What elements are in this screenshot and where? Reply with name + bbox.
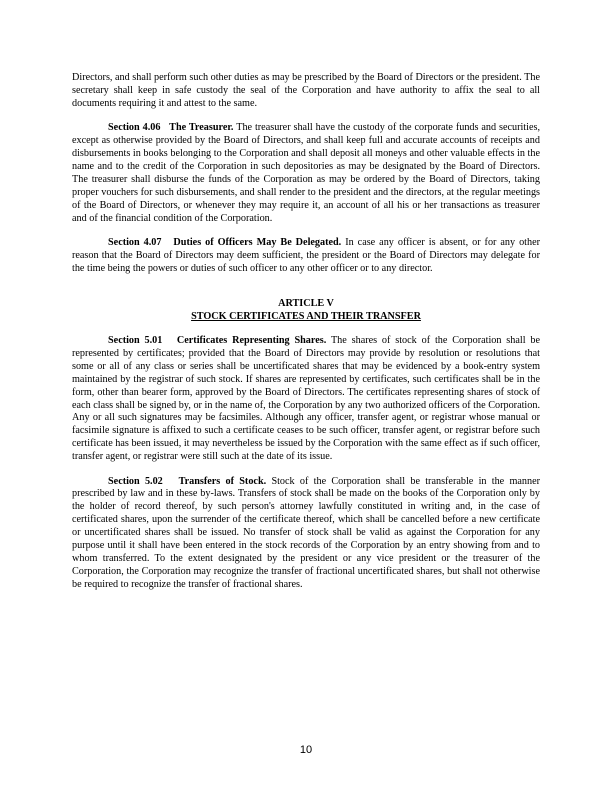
section-4-06-body: The treasurer shall have the custody of the corporate funds and securities, except as otherwise provided by the Board of Directors, and shall keep full and accurate accounts of receipts and disbursements in books belonging to the Corporation and shall deposit all moneys and other valuable effects in the name and to the credit of the Corporation in such depositories as may be designated by the Board of Directors. The treasurer shall disburse the funds of the Corporation as may be ordered by the Board of Directors, taking proper vouchers for such disbursements, and shall render to the president and the directors, at the regular meetings of the Board of Directors, or whenever they may require it, an account of all his or her transactions as treasurer and of the financial condition of the Corporation.	[72, 122, 541, 224]
article-number: ARTICLE V	[278, 297, 334, 309]
section-5-01	[72, 335, 540, 464]
section-4-07-body: In case any officer is absent, or for any other reason that the Board of Directors may deem sufficient, the president or the Board of Directors may delegate for the time being the powers or duties of such officer to any other officer or to any director.	[72, 236, 541, 274]
section-4-07	[72, 237, 540, 276]
section-5-02	[72, 476, 540, 592]
page-number: 10	[299, 744, 313, 756]
continuation-paragraph: Directors, and shall perform such other duties as may be prescribed by the Board of Directors or the president. The secretary shall keep in safe custody the seal of the Corporation and have authority to affix the seal to all documents requiring it and attest to the same.	[72, 72, 541, 109]
section-5-01-heading: Section 5.01 Certificates Representing Shares.	[108, 335, 327, 346]
section-4-06	[72, 122, 540, 225]
section-5-02-heading: Section 5.02 Transfers of Stock.	[108, 475, 267, 487]
section-5-01-body: The shares of stock of the Corporation shall be represented by certificates; provided that the Board of Directors may provide by resolution or resolutions that some or all of any class or series shall be uncertificated shares that may be evidenced by a book-entry system maintained by the registrar of such stock. If shares are represented by certificates, such certificates shall be in the form, other than bearer form, approved by the Board of Directors. The certificates representing shares of stock of each class shall be signed by, or in the name of, the Corporation by any two authorized officers of the Corporation. Any or all such signatures may be facsimiles. Although any officer, transfer agent, or registrar whose manual or facsimile signature is affixed to such a certificate ceases to be such officer, transfer agent, or registrar before such certificate has been issued, it may nevertheless be issued by the Corporation with the same effect as if such officer, transfer agent, or registrar were still such at the date of its issue.	[72, 335, 541, 463]
article-title: STOCK CERTIFICATES AND THEIR TRANSFER	[191, 310, 421, 322]
article-heading	[72, 298, 540, 324]
section-4-07-heading: Section 4.07 Duties of Officers May Be Delegated.	[108, 236, 342, 248]
section-5-02-body: Stock of the Corporation shall be transferable in the manner prescribed by law and in these by-laws. Transfers of stock shall be made on the books of the Corporation only by the holder of record thereof, by such person's attorney lawfully constituted in writing and, in the case of certificated shares, upon the surrender of the certificate thereof, which shall be cancelled before a new certificate or uncertificated shares shall be issued. No transfer of stock shall be valid as against the Corporation for any purpose until it shall have been entered in the stock records of the Corporation by an entry showing from and to whom transferred. To the extent designated by the president or any vice president or the treasurer of the Corporation, the Corporation may recognize the transfer of fractional uncertificated shares, but shall not otherwise be required to recognize the transfer of fractional shares.	[72, 475, 541, 590]
section-4-06-heading: Section 4.06 The Treasurer.	[108, 122, 234, 134]
